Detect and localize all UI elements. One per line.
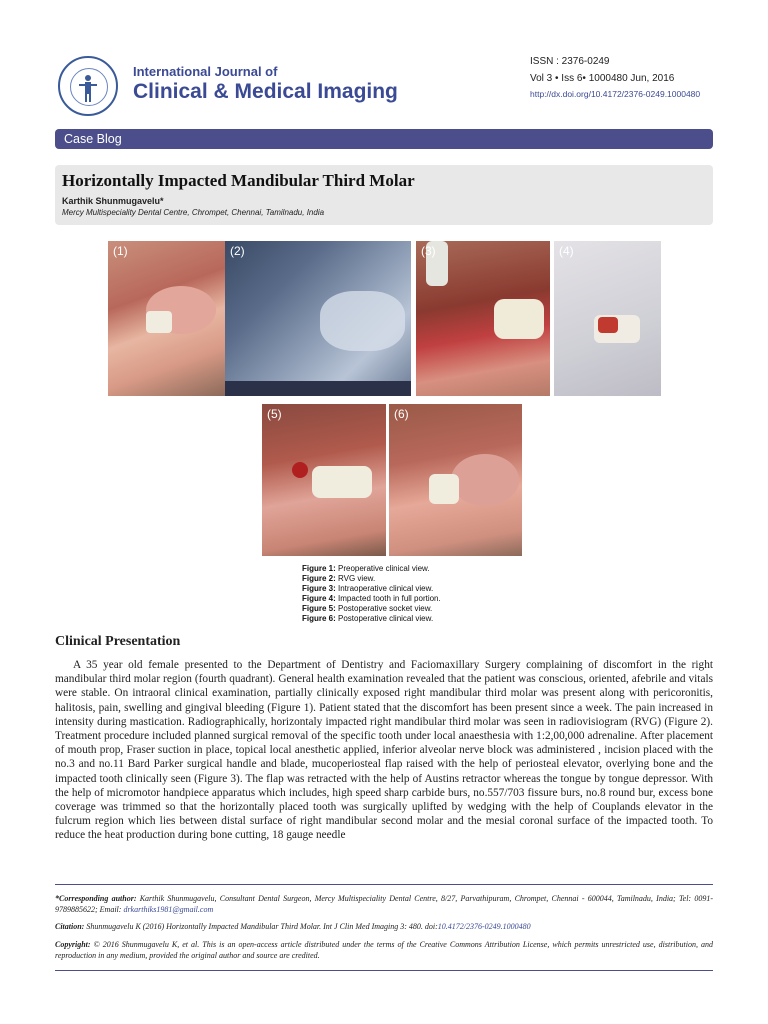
email-link[interactable]: drkarthiks1981@gmail.com xyxy=(123,905,214,914)
copyright: Copyright: © 2016 Shunmugavelu K, et al. This is an open-access article distributed under the terms of the Creative Commons Attribution License, which permits unrestricted use, distribution, and reproduction in any medium, provided the original author and source are credited. xyxy=(55,940,713,960)
figure-4-image xyxy=(554,241,661,396)
citation: Citation: Shunmugavelu K (2016) Horizontally Impacted Mandibular Third Molar. Int J Clin Med Imaging 3: 480. doi:10.4172/2376-0249.1000480 xyxy=(55,922,531,931)
author-affiliation: Mercy Multispeciality Dental Centre, Chrompet, Chennai, Tamilnadu, India xyxy=(62,208,325,217)
figure-caption: Figure 6: Postoperative clinical view. xyxy=(302,614,434,623)
figure-2-image xyxy=(225,241,411,396)
figure-5-image xyxy=(262,404,386,556)
category-bar xyxy=(55,129,713,149)
volume-issue: Vol 3 • Iss 6• 1000480 Jun, 2016 xyxy=(530,73,675,84)
issn: ISSN : 2376-0249 xyxy=(530,56,610,67)
footer-divider xyxy=(55,884,713,885)
figure-3-image xyxy=(416,241,550,396)
figure-6-image xyxy=(389,404,522,556)
figure-caption: Figure 4: Impacted tooth in full portion. xyxy=(302,594,441,603)
figure-3-label: (3) xyxy=(421,244,436,258)
body-paragraph: A 35 year old female presented to the Department of Dentistry and Faciomaxillary Surgery complaining of discomfort in the right mandibular third molar region (fourth quadrant). General health examination revealed that the patient was conscious, oriented, afebrile and vitals were stable. On intraoral clinical examination, partially clinically exposed right mandibular third molar was present along with pericoronitis, halitosis, pain, swelling and gingival bleeding (Figure 1). Patient stated that the discomfort has been present since a week. The pain increased in intensity during mastication. Radiographically, horizontaly impacted right mandibular third molar was seen in radiovisiogram (RVG) (Figure 2). Treatment procedure included planned surgical removal of the specific tooth under local anaesthesia with 1:2,00,000 adrenaline. After placement of mouth prop, Fraser suction in place, topical local anesthetic applied, inferior alveolar nerve block was administered , incision placed with the no.3 and no.11 Bard Parker surgical handle and blade, mucoperiosteal flap raised with the help of periosteal elevator, overlying bone and the impacted tooth clinically seen (Figure 3). The flap was retracted with the help of Austins retractor whereas the tongue by tongue depressor. With the help of micromotor handpiece apparatus which includes, high speed sharp carbide burs, no.557/703 fissure burs, no.8 round bur, excess bone coverage was trimmed so that the horizontally placed tooth was surgically uplifted by wedging with the help of Couplands elevator in the fulcrum region which lies between distal surface of right mandibular second molar and the mesial coronal surface of the impacted tooth. To reduce the heat production during bone cutting, 18 gauge needle xyxy=(55,659,713,842)
figure-2-label: (2) xyxy=(230,244,245,258)
section-heading: Clinical Presentation xyxy=(55,634,181,649)
journal-name-line2: Clinical & Medical Imaging xyxy=(133,80,398,103)
figure-4-label: (4) xyxy=(559,244,574,258)
figure-caption: Figure 3: Intraoperative clinical view. xyxy=(302,584,434,593)
figure-caption: Figure 2: RVG view. xyxy=(302,574,376,583)
footer-divider xyxy=(55,970,713,971)
figure-1-label: (1) xyxy=(113,244,128,258)
figure-6-label: (6) xyxy=(394,407,409,421)
journal-name-line1: International Journal of xyxy=(133,64,278,79)
category-label: Case Blog xyxy=(64,132,122,146)
figure-1-image xyxy=(108,241,225,396)
figure-caption: Figure 5: Postoperative socket view. xyxy=(302,604,433,613)
figure-5-label: (5) xyxy=(267,407,282,421)
figure-caption: Figure 1: Preoperative clinical view. xyxy=(302,564,430,573)
citation-doi-link[interactable]: 10.4172/2376-0249.1000480 xyxy=(437,922,531,931)
corresponding-author: *Corresponding author: Karthik Shunmugavelu, Consultant Dental Surgeon, Mercy Multispeciality Dental Centre, 8/27, Parvathipuram, Chrompet, Chennai - 600044, Tamilnadu, India; Tel: 0091-9789885622; Email: drkarthiks1981@gmail.com xyxy=(55,894,713,914)
journal-logo xyxy=(58,56,118,116)
author-name: Karthik Shunmugavelu* xyxy=(62,196,164,206)
doi-link[interactable]: http://dx.doi.org/10.4172/2376-0249.1000480 xyxy=(530,89,701,99)
article-title: Horizontally Impacted Mandibular Third Molar xyxy=(62,171,415,190)
